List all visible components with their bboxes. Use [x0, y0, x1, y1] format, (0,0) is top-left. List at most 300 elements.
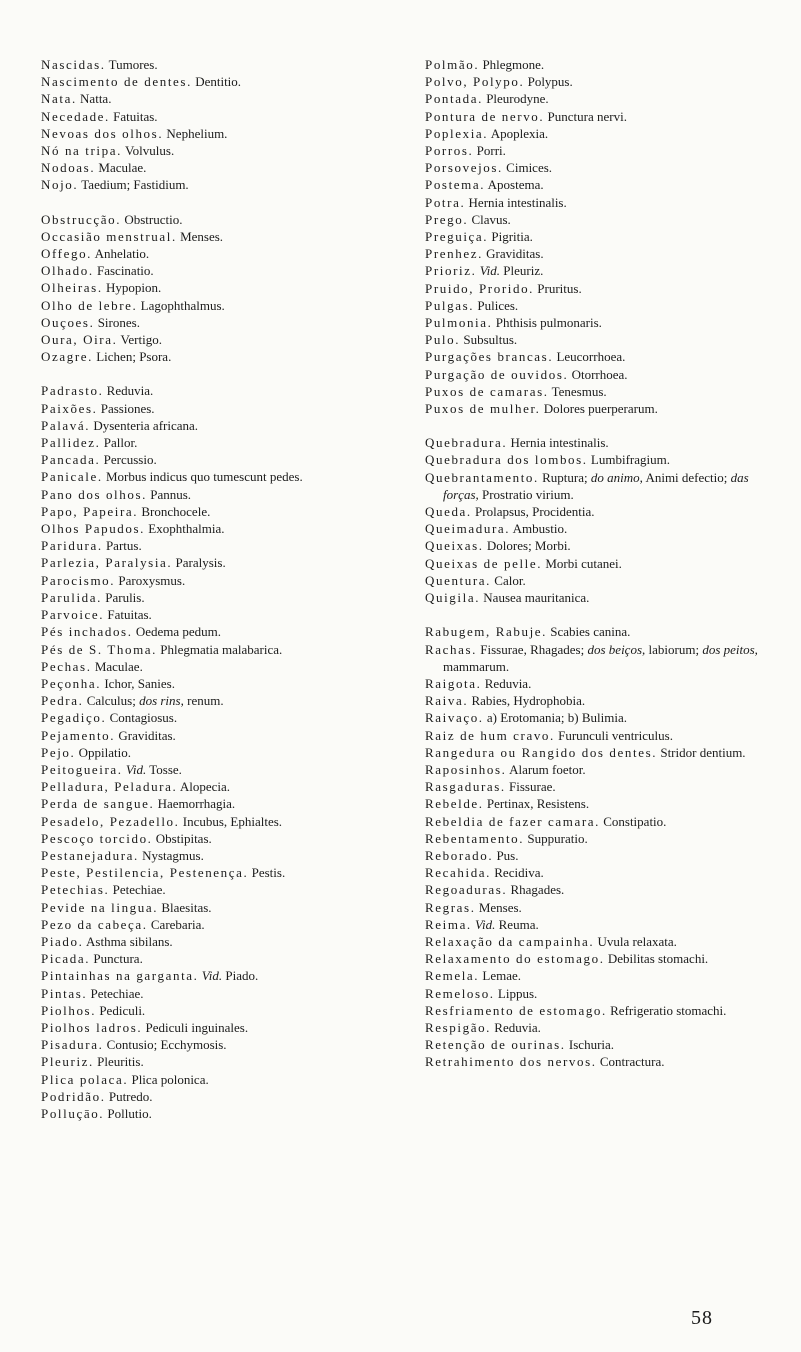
dictionary-entry	[41, 606, 403, 623]
entry-translation: Reduvia.	[494, 1019, 541, 1035]
entry-term: Picada.	[41, 951, 91, 967]
dictionary-entry	[425, 933, 770, 950]
entry-term: Quebradura.	[425, 435, 508, 451]
dictionary-entry	[41, 916, 403, 933]
dictionary-entry	[41, 211, 403, 228]
entry-translation: Punctura.	[93, 951, 143, 967]
entry-translation: Constipatio.	[603, 813, 667, 829]
dictionary-entry	[41, 503, 403, 520]
dictionary-entry	[41, 950, 403, 967]
entry-term: Nodoas.	[41, 160, 96, 176]
entry-term: Regoaduras.	[425, 882, 508, 898]
dictionary-entry	[41, 795, 403, 812]
dictionary-entry	[425, 142, 770, 159]
entry-term: Polvo, Polypo.	[425, 74, 525, 90]
dictionary-entry	[41, 90, 403, 107]
entry-translation: Parulis.	[105, 589, 145, 605]
entry-translation: Furunculi ventriculus.	[558, 727, 673, 743]
entry-term: Puxos de camaras.	[425, 383, 549, 399]
dictionary-entry	[425, 761, 770, 778]
entry-translation: Animi defectio;	[645, 469, 728, 485]
dictionary-entry	[41, 778, 403, 795]
dictionary-entry	[425, 795, 770, 812]
entry-translation: Lemae.	[482, 968, 522, 984]
entry-translation: Pallor.	[103, 435, 138, 451]
entry-translation: renum.	[187, 693, 224, 709]
entry-qualifier: Vid.	[479, 263, 501, 279]
entry-qualifier: das forças,	[443, 469, 749, 502]
entry-translation: Pruritus.	[537, 280, 582, 296]
entry-translation: Graviditas.	[486, 246, 544, 262]
dictionary-entry	[425, 864, 770, 881]
dictionary-entry	[425, 520, 770, 537]
dictionary-entry	[41, 744, 403, 761]
entry-term: Raivaço.	[425, 710, 484, 726]
entry-translation: Carebaria.	[150, 916, 205, 932]
entry-translation: Ruptura;	[542, 469, 588, 485]
entry-term: Polluçāo.	[41, 1105, 105, 1121]
entry-term: Pejamento.	[41, 727, 116, 743]
right-column	[425, 56, 770, 1088]
entry-term: Pintainhas na garganta.	[41, 968, 199, 984]
entry-term: Raposinhos.	[425, 761, 507, 777]
entry-translation: Menses.	[180, 228, 224, 244]
entry-translation: Phlegmatia malabarica.	[160, 641, 283, 657]
entry-translation: Tosse.	[149, 761, 182, 777]
entry-translation: Tenesmus.	[551, 383, 607, 399]
dictionary-entry	[41, 675, 403, 692]
dictionary-entry	[41, 486, 403, 503]
entry-term: Ouçoes.	[41, 314, 95, 330]
entry-translation: Alarum foetor.	[509, 761, 586, 777]
entry-term: Pezo da cabeça.	[41, 916, 148, 932]
entry-translation: Haemorrhagia.	[157, 796, 236, 812]
dictionary-entry	[425, 727, 770, 744]
dictionary-entry	[425, 108, 770, 125]
entry-translation: Recidiva.	[494, 865, 544, 881]
entry-group	[425, 56, 770, 417]
entry-term: Pleuriz.	[41, 1054, 94, 1070]
entry-translation: Morbus indicus quo tumescunt pedes.	[105, 469, 303, 485]
dictionary-entry	[425, 881, 770, 898]
dictionary-entry	[425, 280, 770, 297]
entry-term: Pés inchados.	[41, 624, 133, 640]
entry-term: Potra.	[425, 194, 466, 210]
entry-term: Rasgaduras.	[425, 779, 506, 795]
entry-term: Prego.	[425, 211, 469, 227]
entry-group	[41, 382, 403, 1122]
entry-term: Recahida.	[425, 865, 492, 881]
dictionary-entry	[425, 383, 770, 400]
entry-translation: Fissurae, Rhagades;	[480, 641, 585, 657]
dictionary-entry	[425, 366, 770, 383]
entry-term: Pelladura, Peladura.	[41, 779, 178, 795]
entry-term: Rebeldia de fazer camara.	[425, 813, 600, 829]
entry-translation: Oppilatio.	[78, 744, 131, 760]
dictionary-entry	[425, 589, 770, 606]
dictionary-entry	[425, 813, 770, 830]
entry-translation: Dysenteria africana.	[93, 417, 199, 433]
dictionary-entry	[425, 555, 770, 572]
entry-term: Pechas.	[41, 658, 92, 674]
entry-translation: Pestis.	[251, 865, 286, 881]
dictionary-entry	[425, 331, 770, 348]
entry-translation: Exophthalmia.	[148, 521, 225, 537]
entry-term: Purgações brancas.	[425, 349, 554, 365]
dictionary-entry	[41, 400, 403, 417]
entry-translation: Pulices.	[477, 297, 519, 313]
dictionary-entry	[41, 1053, 403, 1070]
dictionary-entry	[41, 228, 403, 245]
dictionary-entry	[425, 73, 770, 90]
entry-term: Pés de S. Thoma.	[41, 641, 157, 657]
dictionary-entry	[41, 933, 403, 950]
entry-translation: Lippus.	[497, 985, 538, 1001]
entry-term: Quebrantamento.	[425, 469, 539, 485]
entry-term: Queixas de pelle.	[425, 555, 543, 571]
entry-translation: Phlegmone.	[482, 57, 545, 72]
entry-translation: Stridor dentium.	[660, 744, 746, 760]
entry-translation: Alopecia.	[179, 779, 231, 795]
entry-term: Reborado.	[425, 847, 494, 863]
dictionary-entry	[425, 709, 770, 726]
dictionary-entry	[425, 211, 770, 228]
entry-translation: Pediculi.	[99, 1002, 146, 1018]
entry-term: Raiva.	[425, 693, 469, 709]
entry-translation: Pleurodyne.	[486, 91, 549, 107]
dictionary-entry	[41, 830, 403, 847]
dictionary-entry	[41, 589, 403, 606]
entry-qualifier: dos rins,	[139, 693, 184, 709]
entry-term: Obstrucção.	[41, 211, 122, 227]
dictionary-entry	[41, 623, 403, 640]
entry-translation: Polypus.	[527, 74, 573, 90]
entry-term: Nascimento de dentes.	[41, 74, 192, 90]
entry-term: Prioriz.	[425, 263, 477, 279]
entry-term: Paixões.	[41, 400, 98, 416]
entry-translation: Porri.	[476, 143, 506, 159]
dictionary-entry	[41, 314, 403, 331]
entry-term: Podridão.	[41, 1088, 106, 1104]
entry-translation: Prolapsus, Procidentia.	[475, 504, 595, 520]
entry-translation: Dentitio.	[195, 74, 242, 90]
entry-translation: Plica polonica.	[131, 1071, 209, 1087]
dictionary-entry	[41, 56, 403, 73]
entry-term: Rebelde.	[425, 796, 484, 812]
entry-term: Remela.	[425, 968, 480, 984]
entry-term: Relaxamento do estomago.	[425, 951, 605, 967]
entry-term: Occasião menstrual.	[41, 228, 177, 244]
entry-translation: Dolores; Morbi.	[486, 538, 571, 554]
dictionary-entry	[41, 658, 403, 675]
entry-translation: Cimices.	[506, 160, 553, 176]
entry-term: Pruido, Prorido.	[425, 280, 535, 296]
entry-term: Polmão.	[425, 57, 480, 72]
entry-term: Queixas.	[425, 538, 484, 554]
dictionary-entry	[41, 262, 403, 279]
entry-translation: Apoplexia.	[490, 125, 549, 141]
entry-translation: Maculae.	[98, 160, 147, 176]
entry-translation: Suppuratio.	[527, 830, 588, 846]
dictionary-entry	[41, 434, 403, 451]
entry-term: Olhos Papudos.	[41, 521, 146, 537]
entry-term: Pallidez.	[41, 435, 101, 451]
entry-translation: Nystagmus.	[142, 847, 204, 863]
entry-term: Regras.	[425, 899, 476, 915]
dictionary-entry	[425, 314, 770, 331]
entry-term: Pesadelo, Pezadello.	[41, 813, 180, 829]
dictionary-entry	[41, 176, 403, 193]
dictionary-entry	[41, 1071, 403, 1088]
entry-translation: Pannus.	[150, 486, 192, 502]
entry-term: Reima.	[425, 916, 472, 932]
dictionary-entry	[425, 159, 770, 176]
dictionary-entry	[425, 90, 770, 107]
dictionary-entry	[425, 899, 770, 916]
dictionary-entry	[425, 572, 770, 589]
dictionary-entry	[41, 881, 403, 898]
entry-term: Retenção de ourinas.	[425, 1037, 566, 1053]
entry-term: Piolhos ladros.	[41, 1019, 143, 1035]
entry-translation: Ichor, Sanies.	[104, 675, 175, 691]
entry-translation: Contagiosus.	[109, 710, 178, 726]
entry-translation: Fascinatio.	[96, 263, 154, 279]
entry-term: Necedade.	[41, 108, 110, 124]
entry-qualifier: dos beiços,	[587, 641, 646, 657]
entry-translation: Pleuritis.	[97, 1054, 144, 1070]
entry-translation: Debilitas stomachi.	[607, 951, 709, 967]
entry-term: Remeloso.	[425, 985, 495, 1001]
entry-translation: Piado.	[225, 968, 259, 984]
dictionary-entry	[41, 417, 403, 434]
entry-term: Pejo.	[41, 744, 76, 760]
entry-qualifier: Vid.	[475, 916, 496, 932]
dictionary-entry	[425, 641, 770, 675]
entry-translation: Calor.	[494, 572, 526, 588]
dictionary-entry	[425, 434, 770, 451]
entry-term: Pisadura.	[41, 1037, 104, 1053]
dictionary-entry	[41, 520, 403, 537]
entry-term: Rachas.	[425, 641, 477, 657]
entry-term: Olho de lebre.	[41, 297, 138, 313]
dictionary-entry	[41, 451, 403, 468]
dictionary-entry	[41, 245, 403, 262]
entry-translation: Putredo.	[108, 1088, 153, 1104]
entry-term: Olhado.	[41, 263, 94, 279]
entry-term: Palavá.	[41, 417, 91, 433]
entry-translation: Tumores.	[108, 57, 158, 72]
entry-translation: Calculus;	[86, 693, 136, 709]
entry-term: Panicale.	[41, 469, 103, 485]
entry-term: Postema.	[425, 177, 486, 193]
dictionary-entry	[425, 830, 770, 847]
page-number: 58	[691, 1307, 713, 1329]
dictionary-entry	[425, 469, 770, 503]
dictionary-entry	[425, 537, 770, 554]
dictionary-entry	[41, 554, 403, 571]
entry-translation: Sirones.	[97, 314, 140, 330]
entry-term: Perda de sangue.	[41, 796, 155, 812]
entry-translation: Rhagades.	[510, 882, 565, 898]
dictionary-entry	[425, 1036, 770, 1053]
entry-translation: Petechiae.	[90, 985, 144, 1001]
dictionary-entry	[41, 692, 403, 709]
entry-term: Pegadiço.	[41, 710, 107, 726]
entry-translation: Hypopion.	[105, 280, 162, 296]
entry-term: Peste, Pestilencia, Pestenença.	[41, 865, 249, 881]
dictionary-entry	[425, 262, 770, 279]
entry-translation: Uvula relaxata.	[597, 933, 677, 949]
dictionary-entry	[41, 537, 403, 554]
entry-qualifier: Vid.	[125, 761, 147, 777]
entry-term: Padrasto.	[41, 383, 104, 399]
entry-qualifier: do animo,	[590, 469, 643, 485]
entry-translation: Lichen; Psora.	[96, 349, 172, 365]
dictionary-entry	[425, 451, 770, 468]
entry-term: Prenhez.	[425, 246, 483, 262]
dictionary-entry	[425, 675, 770, 692]
dictionary-entry	[41, 641, 403, 658]
dictionary-entry	[41, 967, 403, 984]
dictionary-entry	[41, 727, 403, 744]
entry-term: Pancada.	[41, 452, 101, 468]
dictionary-entry	[425, 744, 770, 761]
entry-translation: Obstipitas.	[155, 830, 212, 846]
dictionary-entry	[41, 813, 403, 830]
dictionary-entry	[425, 1053, 770, 1070]
entry-term: Poplexia.	[425, 125, 489, 141]
entry-translation: Subsultus.	[463, 332, 518, 348]
entry-translation: Fatuitas.	[107, 607, 152, 623]
dictionary-entry	[41, 468, 403, 485]
entry-translation: Hernia intestinalis.	[468, 194, 567, 210]
dictionary-entry	[41, 297, 403, 314]
entry-translation: Fissurae.	[509, 779, 556, 795]
dictionary-entry	[425, 950, 770, 967]
entry-term: Piado.	[41, 933, 84, 949]
dictionary-entry	[425, 847, 770, 864]
entry-translation: Paroxysmus.	[118, 572, 186, 588]
entry-term: Pescoço torcido.	[41, 830, 153, 846]
entry-term: Ozagre.	[41, 349, 93, 365]
dictionary-entry	[425, 176, 770, 193]
entry-translation: Reduvia.	[106, 383, 154, 399]
dictionary-entry	[425, 56, 770, 73]
dictionary-entry	[425, 297, 770, 314]
dictionary-entry	[41, 331, 403, 348]
entry-translation: Fatuitas.	[113, 108, 158, 124]
entry-translation: Pigritia.	[491, 229, 533, 245]
entry-term: Oura, Oira.	[41, 332, 118, 348]
entry-term: Resfriamento de estomago.	[425, 1002, 607, 1018]
entry-translation: Dolores puerperarum.	[543, 401, 658, 417]
entry-translation: Hernia intestinalis.	[510, 435, 609, 451]
dictionary-entry	[41, 1002, 403, 1019]
entry-term: Pevide na lingua.	[41, 899, 159, 915]
entry-translation: Passiones.	[100, 400, 155, 416]
entry-term: Nojo.	[41, 177, 79, 193]
dictionary-entry	[41, 709, 403, 726]
entry-translation: Contractura.	[599, 1054, 665, 1070]
entry-term: Rabugem, Rabuje.	[425, 624, 547, 640]
entry-translation: Blaesitas.	[161, 899, 212, 915]
entry-term: Pontada.	[425, 91, 483, 107]
entry-translation: Phthisis pulmonaris.	[495, 315, 602, 331]
dictionary-entry	[41, 1088, 403, 1105]
dictionary-entry	[41, 1019, 403, 1036]
entry-translation: Taedium; Fastidium.	[81, 177, 189, 193]
dictionary-entry	[425, 778, 770, 795]
dictionary-entry	[41, 899, 403, 916]
entry-translation: Pollutio.	[107, 1105, 152, 1121]
entry-translation: Pus.	[496, 847, 519, 863]
entry-term: Purgação de ouvidos.	[425, 366, 569, 382]
entry-term: Plica polaca.	[41, 1071, 129, 1087]
dictionary-entry	[41, 761, 403, 778]
dictionary-entry	[425, 985, 770, 1002]
entry-group	[41, 56, 403, 194]
entry-term: Retrahimento dos nervos.	[425, 1054, 597, 1070]
dictionary-entry	[425, 400, 770, 417]
entry-translation: Asthma sibilans.	[86, 933, 173, 949]
entry-term: Parocismo.	[41, 572, 116, 588]
entry-term: Olheiras.	[41, 280, 103, 296]
entry-term: Raigota.	[425, 675, 482, 691]
entry-translation: Partus.	[105, 538, 142, 554]
entry-group	[425, 623, 770, 1070]
dictionary-entry	[425, 228, 770, 245]
entry-term: Offego.	[41, 246, 93, 262]
entry-translation: Pleuriz.	[503, 263, 544, 279]
entry-term: Parlezia, Paralysia.	[41, 555, 173, 571]
dictionary-entry	[41, 382, 403, 399]
dictionary-entry	[41, 864, 403, 881]
entry-translation: Reduvia.	[484, 675, 532, 691]
entry-term: Nata.	[41, 91, 77, 107]
dictionary-entry	[425, 245, 770, 262]
entry-translation: Percussio.	[103, 452, 157, 468]
entry-term: Paridura.	[41, 538, 103, 554]
dictionary-entry	[41, 279, 403, 296]
entry-term: Pedra.	[41, 693, 84, 709]
entry-term: Pontura de nervo.	[425, 108, 545, 124]
entry-term: Parulida.	[41, 589, 102, 605]
entry-term: Pulgas.	[425, 297, 475, 313]
entry-translation: mammarum.	[443, 658, 510, 674]
entry-translation: Graviditas.	[118, 727, 176, 743]
dictionary-entry	[41, 73, 403, 90]
entry-term: Queda.	[425, 504, 472, 520]
entry-translation: Volvulus.	[124, 143, 175, 159]
entry-term: Preguiça.	[425, 229, 489, 245]
entry-term: Queimadura.	[425, 521, 511, 537]
entry-translation: Reuma.	[498, 916, 539, 932]
dictionary-entry	[41, 125, 403, 142]
dictionary-entry	[425, 194, 770, 211]
dictionary-entry	[425, 1002, 770, 1019]
entry-translation: Paralysis.	[175, 555, 226, 571]
dictionary-entry	[41, 348, 403, 365]
entry-term: Quebradura dos lombos.	[425, 452, 588, 468]
entry-term: Rangedura ou Rangido dos dentes.	[425, 744, 658, 760]
entry-translation: Prostratio virium.	[482, 486, 574, 502]
entry-translation: Bronchocele.	[141, 503, 211, 519]
dictionary-entry	[425, 623, 770, 640]
entry-translation: Vertigo.	[120, 332, 162, 348]
dictionary-entry	[425, 967, 770, 984]
entry-translation: a) Erotomania; b) Bulimia.	[486, 710, 627, 726]
entry-term: Pestanejadura.	[41, 847, 139, 863]
